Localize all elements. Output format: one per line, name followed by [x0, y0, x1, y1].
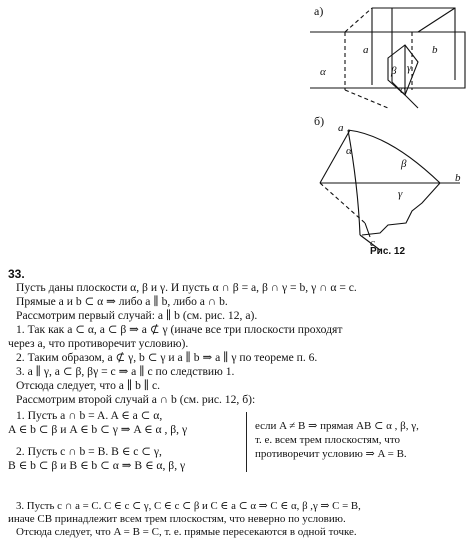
figure-b-diagram	[310, 115, 470, 255]
text-line-7: 3. a ∥ γ, a ⊂ β, βγ = c ⇒ a ∥ c по следствию 1.	[16, 365, 235, 378]
fig-a-beta: β	[391, 65, 397, 77]
figure-b-label: б)	[314, 114, 325, 128]
block-brace	[246, 412, 249, 472]
right-block-line-3: противоречит условию ⇒ A = B.	[255, 448, 407, 460]
figure-caption: Рис. 12	[370, 246, 406, 257]
text-line-4: 1. Так как a ⊂ α, a ⊂ β ⇒ a ⊄ γ (иначе все три плоскости проходят	[16, 323, 343, 336]
fig-b-line-b: b	[455, 172, 461, 184]
left-block-line-1: 1. Пусть a ∩ b = A. A ∈ a ⊂ α,	[16, 409, 163, 422]
problem-number: 33.	[8, 267, 25, 281]
left-block-line-3: 2. Пусть c ∩ b = B. B ∈ c ⊂ γ,	[16, 445, 162, 458]
text-line-1: Пусть даны плоскости α, β и γ. И пусть α ∩ β = a, β ∩ γ = b, γ ∩ α = c.	[16, 281, 357, 294]
fig-b-line-c: c	[370, 237, 375, 249]
text-line-6: 2. Таким образом, a ⊄ γ, b ⊂ γ и a ∥ b ⇒ a ∥ γ по теореме п. 6.	[16, 351, 318, 364]
text-line-8: Отсюда следует, что a ∥ b ∥ c.	[16, 379, 161, 392]
right-block-line-2: т. е. всем трем плоскостям, что	[255, 434, 400, 446]
text-line-9: Рассмотрим второй случай a ∩ b (см. рис. 12, б):	[16, 393, 256, 406]
tail-line-1: 3. Пусть c ∩ a = C. C ∈ c ⊂ γ, C ∈ c ⊂ β и C ∈ a ⊂ α ⇒ C ∈ α, β ,γ ⇒ C = B,	[16, 500, 361, 512]
text-line-2: Прямые a и b ⊂ α ⇒ либо a ∥ b, либо a ∩ b.	[16, 295, 228, 308]
figure-a-label: а)	[314, 4, 324, 18]
right-block-line-1: если A ≠ B ⇒ прямая AB ⊂ α , β, γ,	[255, 420, 419, 432]
left-block-line-4: B ∈ b ⊂ β и B ∈ b ⊂ α ⇒ B ∈ α, β, γ	[8, 459, 186, 472]
text-line-5: через a, что противоречит условию).	[8, 337, 189, 350]
tail-line-3: Отсюда следует, что A = B = C, т. е. прямые пересекаются в одной точке.	[16, 526, 357, 538]
fig-b-beta: β	[401, 158, 407, 170]
fig-b-alpha: α	[346, 145, 352, 157]
fig-a-gamma: γ	[407, 62, 412, 74]
fig-a-line-c: c	[400, 84, 405, 96]
left-block-line-2: A ∈ b ⊂ β и A ∈ b ⊂ γ ⇒ A ∈ α , β, γ	[8, 423, 188, 436]
fig-b-gamma: γ	[398, 188, 403, 200]
fig-a-alpha: α	[320, 66, 326, 78]
tail-line-2: иначе CB принадлежит всем трем плоскостям, что неверно по условию.	[8, 513, 346, 525]
fig-a-line-a: a	[363, 44, 369, 56]
figure-a-diagram	[300, 0, 475, 110]
fig-b-line-a: a	[338, 122, 344, 134]
fig-a-line-b: b	[432, 44, 438, 56]
text-line-3: Рассмотрим первый случай: a ∥ b (см. рис. 12, а).	[16, 309, 258, 322]
